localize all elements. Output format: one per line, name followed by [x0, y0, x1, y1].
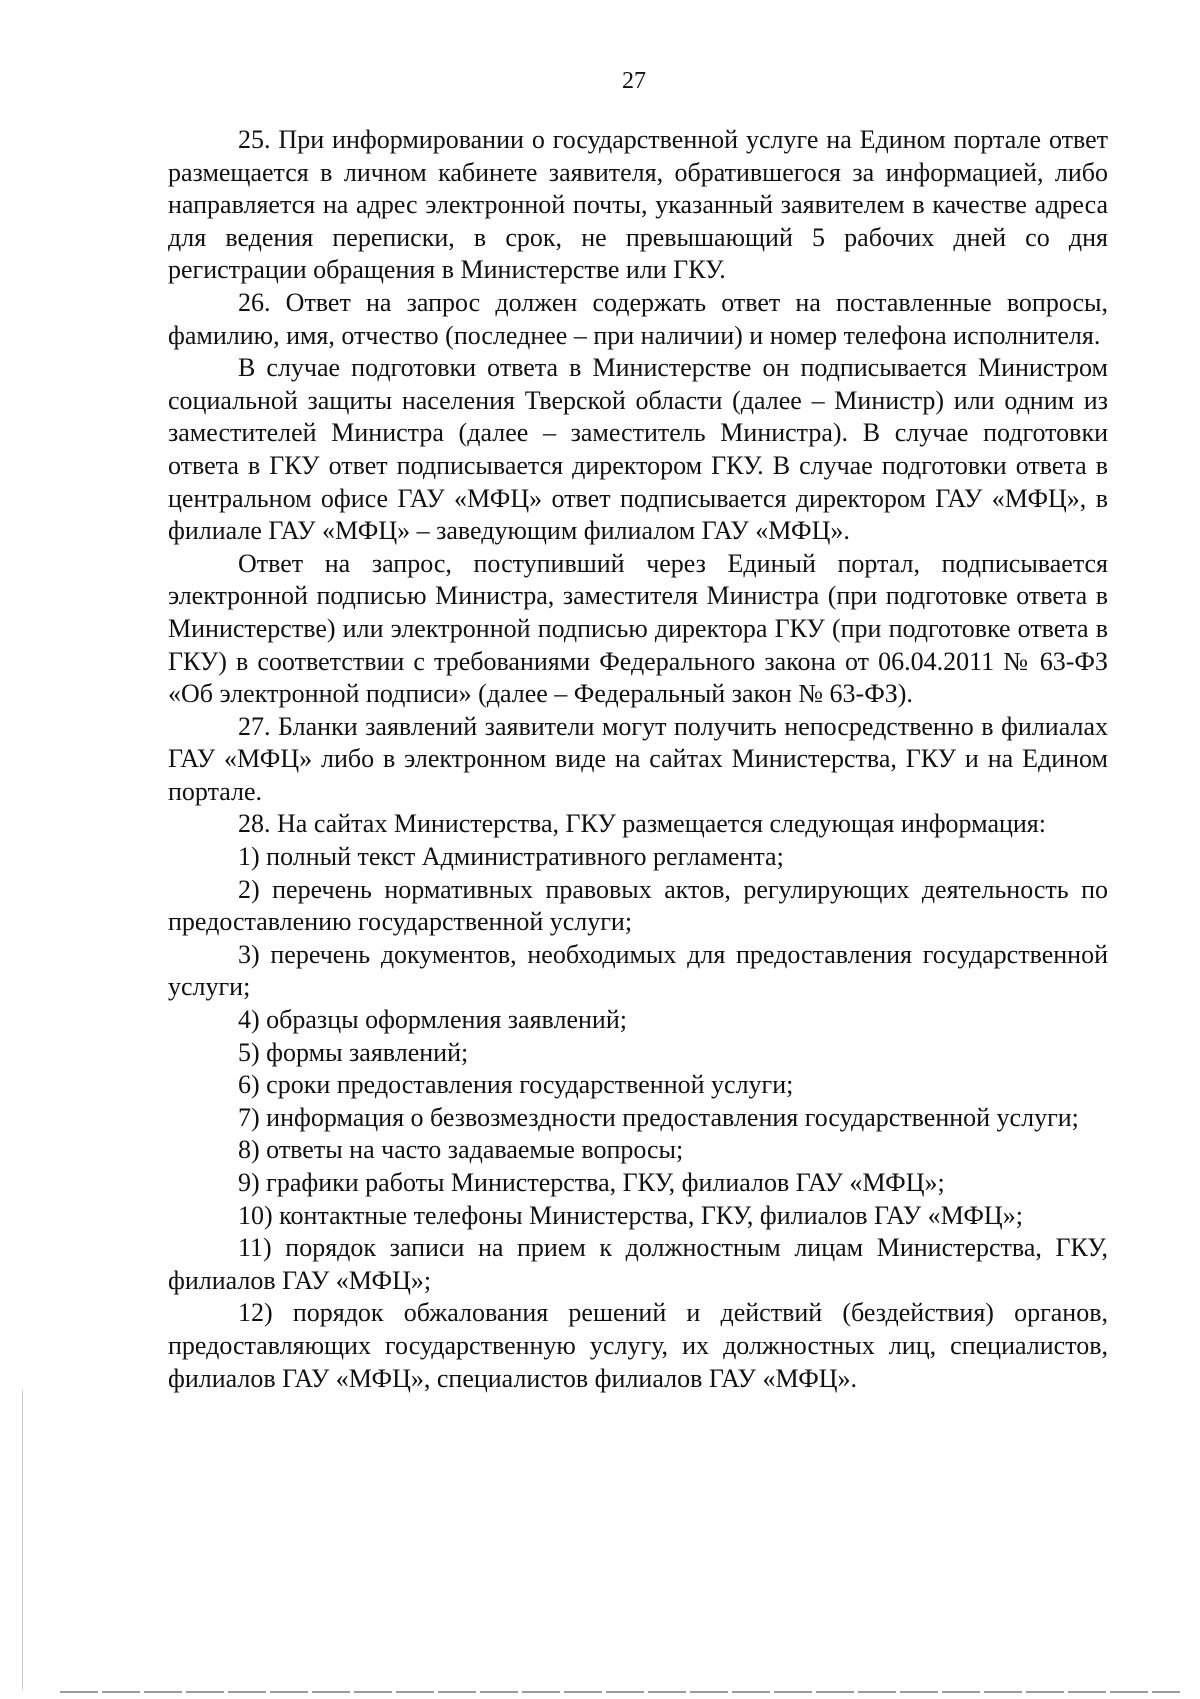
list-item: 10) контактные телефоны Министерства, ГКУ, филиалов ГАУ «МФЦ»;	[238, 1200, 1023, 1230]
list-item: 5) формы заявлений;	[238, 1037, 469, 1067]
paragraph-signing-portal: Ответ на запрос, поступивший через Единый портал, подписывается электронной подписью Министра, заместителя Министра (при подготовке ответа в Министерстве) или электронной подписью директора ГКУ (при подготовке ответа в ГКУ) в соответствии с требованиями Федерального закона от 06.04.2011 № 63-ФЗ «Об электронной подписи» (далее – Федеральный закон № 63-ФЗ).	[168, 548, 1108, 709]
paragraph-27: 27. Бланки заявлений заявители могут получить непосредственно в филиалах ГАУ «МФЦ» либо в электронном виде на сайтах Министерства, ГКУ и на Едином портале.	[168, 711, 1108, 806]
list-item: 8) ответы на часто задаваемые вопросы;	[238, 1135, 684, 1165]
document-body	[168, 124, 1108, 1395]
paragraph-28: 28. На сайтах Министерства, ГКУ размещается следующая информация:	[238, 809, 1046, 839]
list-item: 7) информация о безвозмездности предоставления государственной услуги;	[238, 1102, 1079, 1132]
list-item: 4) образцы оформления заявлений;	[238, 1005, 627, 1035]
list-item: 9) графики работы Министерства, ГКУ, филиалов ГАУ «МФЦ»;	[238, 1168, 945, 1197]
scan-edge-line	[22, 1390, 23, 1690]
page-number: 27	[622, 68, 646, 94]
paragraph-25: 25. При информировании о государственной услуге на Едином портале ответ размещается в личном кабинете заявителя, обратившегося за информацией, либо направляется на адрес электронной почты, указанный заявителем в качестве адреса для ведения переписки, в срок, не превышающий 5 рабочих дней со дня регистрации обращения в Министерстве или ГКУ.	[168, 125, 1108, 285]
list-item: 1) полный текст Административного регламента;	[238, 842, 784, 872]
list-item: 11) порядок записи на прием к должностным лицам Министерства, ГКУ, филиалов ГАУ «МФЦ»;	[168, 1233, 1108, 1295]
paragraph-26: 26. Ответ на запрос должен содержать ответ на поставленные вопросы, фамилию, имя, отчество (последнее – при наличии) и номер телефона исполнителя.	[168, 287, 1108, 350]
list-item: 3) перечень документов, необходимых для предоставления государственной услуги;	[168, 939, 1108, 1002]
list-item: 6) сроки предоставления государственной услуги;	[238, 1070, 794, 1100]
list-item: 12) порядок обжалования решений и действий (бездействия) органов, предоставляющих государственную услугу, их должностных лиц, специалистов, филиалов ГАУ «МФЦ», специалистов филиалов ГАУ «МФЦ».	[168, 1298, 1108, 1393]
list-item: 2) перечень нормативных правовых актов, регулирующих деятельность по предоставлению государственной услуги;	[168, 874, 1108, 937]
paragraph-signing-ministry: В случае подготовки ответа в Министерстве он подписывается Министром социальной защиты населения Тверской области (далее – Министр) или одним из заместителей Министра (далее – заместитель Министра). В случае подготовки ответа в ГКУ ответ подписывается директором ГКУ. В случае подготовки ответа в центральном офисе ГАУ «МФЦ» ответ подписывается директором ГАУ «МФЦ», в филиале ГАУ «МФЦ» – заведующим филиалом ГАУ «МФЦ».	[168, 353, 1108, 546]
scan-bottom-rule	[60, 1691, 1180, 1693]
